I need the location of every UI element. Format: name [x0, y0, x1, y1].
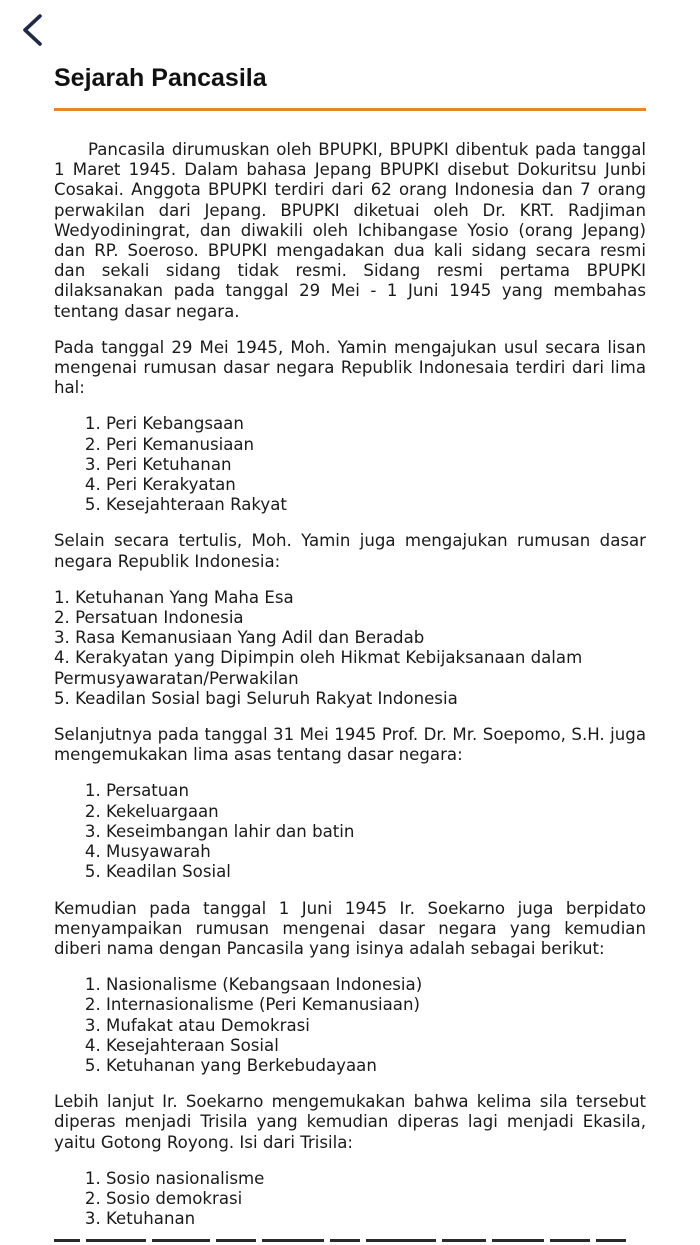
list-item: 3. Peri Ketuhanan — [106, 455, 646, 475]
list-item: 4. Kesejahteraan Sosial — [106, 1036, 646, 1056]
page-title: Sejarah Pancasila — [54, 64, 267, 92]
list-item: 3. Ketuhanan — [106, 1209, 646, 1229]
article-body — [54, 140, 646, 1245]
back-button[interactable] — [14, 14, 50, 50]
list-item: 2. Persatuan Indonesia — [54, 608, 244, 628]
list-item: 4. Musyawarah — [106, 842, 646, 862]
list-item: 5. Keadilan Sosial — [106, 862, 646, 882]
list-item: 2. Sosio demokrasi — [106, 1189, 646, 1209]
yamin-oral-paragraph: Pada tanggal 29 Mei 1945, Moh. Yamin mengajukan usul secara lisan mengenai rumusan dasar negara Republik Indonesaia terdiri dari lima hal: — [54, 337, 646, 398]
list-item: 3. Rasa Kemanusiaan Yang Adil dan Beradab — [54, 628, 425, 648]
list-item: 1. Ketuhanan Yang Maha Esa — [54, 587, 294, 607]
list-item: 5. Kesejahteraan Rakyat — [106, 495, 646, 515]
soepomo-paragraph: Selanjutnya pada tanggal 31 Mei 1945 Prof. Dr. Mr. Soepomo, S.H. juga mengemukakan lima asas tentang dasar negara: — [54, 725, 646, 765]
list-item: 2. Internasionalisme (Peri Kemanusiaan) — [106, 995, 646, 1015]
truncated-text-line — [54, 1232, 646, 1244]
yamin-oral-list — [54, 414, 646, 515]
list-item: 3. Mufakat atau Demokrasi — [106, 1016, 646, 1036]
list-item: 5. Ketuhanan yang Berkebudayaan — [106, 1056, 646, 1076]
list-item: 4. Kerakyatan yang Dipimpin oleh Hikmat Kebijaksanaan dalam Permusyawaratan/Perwakilan — [54, 648, 583, 688]
list-item: 2. Peri Kemanusiaan — [106, 435, 646, 455]
list-item: 1. Persatuan — [106, 781, 646, 801]
list-item: 1. Nasionalisme (Kebangsaan Indonesia) — [106, 975, 646, 995]
yamin-written-list — [54, 588, 646, 709]
chevron-left-icon — [19, 13, 45, 51]
list-item: 1. Peri Kebangsaan — [106, 414, 646, 434]
soepomo-list — [54, 781, 646, 882]
title-divider — [54, 108, 646, 111]
list-item: 2. Kekeluargaan — [106, 802, 646, 822]
yamin-written-paragraph: Selain secara tertulis, Moh. Yamin juga mengajukan rumusan dasar negara Republik Indonesia: — [54, 531, 646, 571]
list-item: 5. Keadilan Sosial bagi Seluruh Rakyat Indonesia — [54, 688, 458, 708]
soekarno-list — [54, 975, 646, 1076]
trisila-paragraph: Lebih lanjut Ir. Soekarno mengemukakan bahwa kelima sila tersebut diperas menjadi Trisila yang kemudian diperas lagi menjadi Ekasila, yaitu Gotong Royong. Isi dari Trisila: — [54, 1092, 646, 1152]
intro-paragraph: Pancasila dirumuskan oleh BPUPKI, BPUPKI dibentuk pada tanggal 1 Maret 1945. Dalam bahasa Jepang BPUPKI disebut Dokuritsu Junbi Cosakai. Anggota BPUPKI terdiri dari 62 orang Indonesia dan 7 orang perwakilan dari Jepang. BPUPKI diketuai oleh Dr. KRT. Radjiman Wedyodiningrat, dan diwakili oleh Ichibangase Yosio (orang Jepang) dan RP. Soeroso. BPUPKI mengadakan dua kali sidang secara resmi dan sekali sidang tidak resmi. Sidang resmi pertama BPUPKI dilaksanakan pada tanggal 29 Mei - 1 Juni 1945 yang membahas tentang dasar negara. — [54, 140, 646, 321]
trisila-list — [54, 1169, 646, 1230]
list-item: 4. Peri Kerakyatan — [106, 475, 646, 495]
list-item: 3. Keseimbangan lahir dan batin — [106, 822, 646, 842]
soekarno-paragraph: Kemudian pada tanggal 1 Juni 1945 Ir. Soekarno juga berpidato menyampaikan rumusan mengenai dasar negara yang kemudian diberi nama dengan Pancasila yang isinya adalah sebagai berikut: — [54, 898, 646, 958]
list-item: 1. Sosio nasionalisme — [106, 1169, 646, 1189]
